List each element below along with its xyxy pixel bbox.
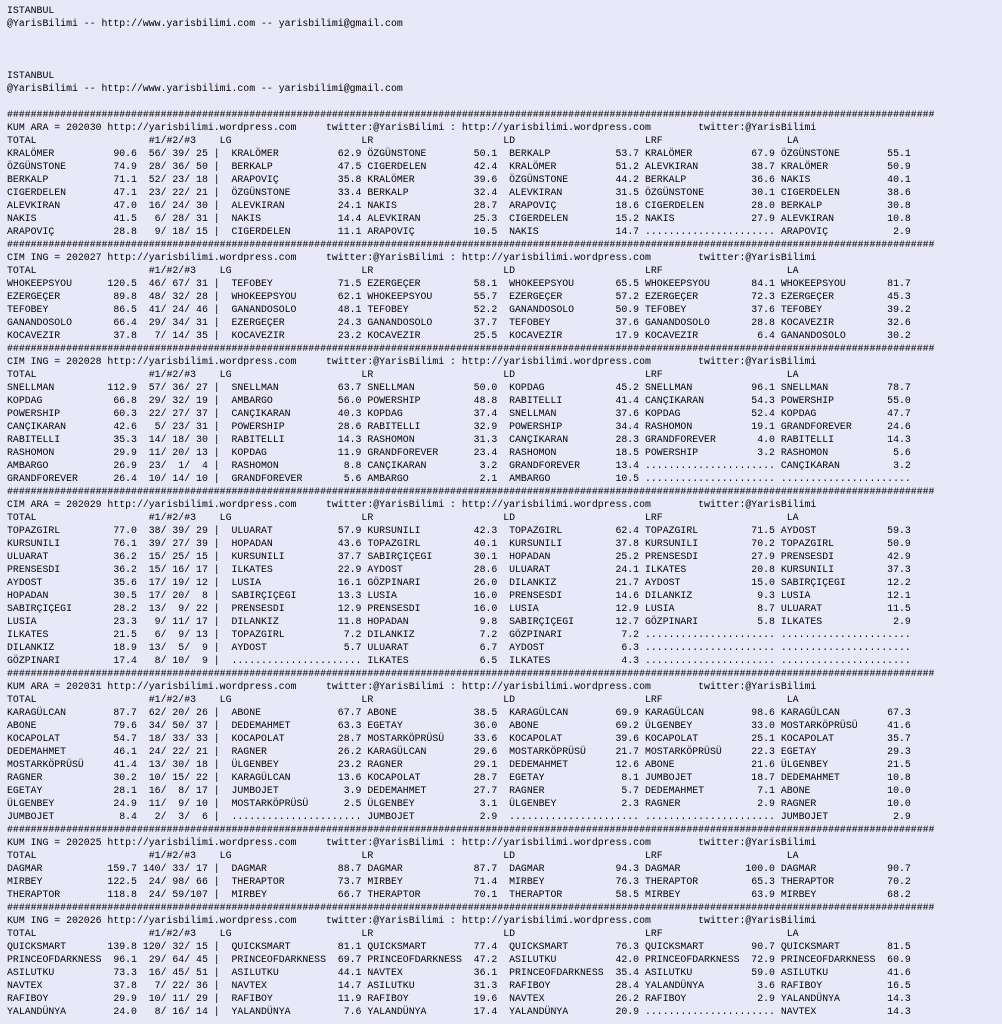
- race-header: KUM ING = 202025 http://yarisbilimi.wordpress.com twitter:@YarisBilimi : http://yarisbilimi.wordpress.com twitter:@YarisBilimi: [7, 837, 817, 848]
- horse-row: PRINCEOFDARKNESS 96.1 29/ 64/ 45 | PRINCEOFDARKNESS 69.7 PRINCEOFDARKNESS 47.2 ASILUTKU 42.0 PRINCEOFDARKNESS 72.9 PRINCEOFDARKNESS 60.9: [7, 954, 911, 965]
- horse-row: GÖZPINARI 17.4 8/ 10/ 9 | ...................... ILKATES 6.5 ILKATES 4.3 ...................... ......................: [7, 655, 911, 666]
- horse-row: QUICKSMART 139.8 120/ 32/ 15 | QUICKSMART 81.1 QUICKSMART 77.4 QUICKSMART 76.3 QUICKSMART 90.7 QUICKSMART 81.5: [7, 941, 911, 952]
- horse-row: NAKIS 41.5 6/ 28/ 31 | NAKIS 14.4 ALEVKIRAN 25.3 CIGERDELEN 15.2 NAKIS 27.9 ALEVKIRAN 10.8: [7, 213, 911, 224]
- horse-row: TOPAZGIRL 77.0 38/ 39/ 29 | ULUARAT 57.9 KURSUNILI 42.3 TOPAZGIRL 62.4 TOPAZGIRL 71.5 AYDOST 59.3: [7, 525, 911, 536]
- race-header: KUM ARA = 202030 http://yarisbilimi.wordpress.com twitter:@YarisBilimi : http://yarisbilimi.wordpress.com twitter:@YarisBilimi: [7, 122, 817, 133]
- horse-row: KRALÖMER 90.6 56/ 39/ 25 | KRALÖMER 62.9 ÖZGÜNSTONE 50.1 BERKALP 53.7 KRALÖMER 67.9 ÖZGÜNSTONE 55.1: [7, 148, 911, 159]
- blank-line: [7, 30, 934, 43]
- blank-line: [7, 95, 934, 108]
- horse-row: KURSUNILI 76.1 39/ 27/ 39 | HOPADAN 43.6 TOPAZGIRL 40.1 KURSUNILI 37.8 KURSUNILI 70.2 TOPAZGIRL 50.9: [7, 538, 911, 549]
- horse-row: DAGMAR 159.7 140/ 33/ 17 | DAGMAR 88.7 DAGMAR 87.7 DAGMAR 94.3 DAGMAR 100.0 DAGMAR 90.7: [7, 863, 911, 874]
- horse-row: PRENSESDI 36.2 15/ 16/ 17 | ILKATES 22.9 AYDOST 28.6 ULUARAT 24.1 ILKATES 20.8 KURSUNILI 37.3: [7, 564, 911, 575]
- column-header-row: TOTAL #1/#2/#3 LG LR LD LRF LA: [7, 369, 799, 380]
- blank-line: [7, 43, 934, 56]
- horse-row: AMBARGO 26.9 23/ 1/ 4 | RASHOMON 8.8 CANÇIKARAN 3.2 GRANDFOREVER 13.4 ...................... CANÇIKARAN 3.2: [7, 460, 911, 471]
- section-divider: #############################################################################################################################################################: [7, 902, 935, 913]
- race-ratings-document: [7, 4, 934, 1018]
- horse-row: WHOKEEPSYOU 120.5 46/ 67/ 31 | TEFOBEY 71.5 EZERGEÇER 58.1 WHOKEEPSYOU 65.5 WHOKEEPSYOU 84.1 WHOKEEPSYOU 81.7: [7, 278, 911, 289]
- column-header-row: TOTAL #1/#2/#3 LG LR LD LRF LA: [7, 512, 799, 523]
- horse-row: ULUARAT 36.2 15/ 25/ 15 | KURSUNILI 37.7 SABIRÇIÇEGI 30.1 HOPADAN 25.2 PRENSESDI 27.9 PRENSESDI 42.9: [7, 551, 911, 562]
- column-header-row: TOTAL #1/#2/#3 LG LR LD LRF LA: [7, 135, 799, 146]
- horse-row: ÖZGÜNSTONE 74.9 28/ 36/ 50 | BERKALP 47.5 CIGERDELEN 42.4 KRALÖMER 51.2 ALEVKIRAN 38.7 KRALÖMER 50.9: [7, 161, 911, 172]
- race-header: CIM ARA = 202029 http://yarisbilimi.wordpress.com twitter:@YarisBilimi : http://yarisbilimi.wordpress.com twitter:@YarisBilimi: [7, 499, 817, 510]
- horse-row: KARAGÜLCAN 87.7 62/ 20/ 26 | ABONE 67.7 ABONE 38.5 KARAGÜLCAN 69.9 KARAGÜLCAN 98.6 KARAGÜLCAN 67.3: [7, 707, 911, 718]
- section-divider: #############################################################################################################################################################: [7, 486, 935, 497]
- horse-row: BERKALP 71.1 52/ 23/ 18 | ARAPOVIÇ 35.8 KRALÖMER 39.6 ÖZGÜNSTONE 44.2 BERKALP 36.6 NAKIS 40.1: [7, 174, 911, 185]
- horse-row: AYDOST 35.6 17/ 19/ 12 | LUSIA 16.1 GÖZPINARI 26.0 DILANKIZ 21.7 AYDOST 15.0 SABIRÇIÇEGI 12.2: [7, 577, 911, 588]
- column-header-row: TOTAL #1/#2/#3 LG LR LD LRF LA: [7, 928, 799, 939]
- horse-row: KOPDAG 66.8 29/ 32/ 19 | AMBARGO 56.0 POWERSHIP 48.8 RABITELLI 41.4 CANÇIKARAN 54.3 POWERSHIP 55.0: [7, 395, 911, 406]
- horse-row: ASILUTKU 73.3 16/ 45/ 51 | ASILUTKU 44.1 NAVTEX 36.1 PRINCEOFDARKNESS 35.4 ASILUTKU 59.0 ASILUTKU 41.6: [7, 967, 911, 978]
- document-heading: @YarisBilimi -- http://www.yarisbilimi.com -- yarisbilimi@gmail.com: [7, 83, 403, 94]
- document-heading: ISTANBUL: [7, 70, 55, 81]
- horse-row: RAGNER 30.2 10/ 15/ 22 | KARAGÜLCAN 13.6 KOCAPOLAT 28.7 EGETAY 8.1 JUMBOJET 18.7 DEDEMAHMET 10.8: [7, 772, 911, 783]
- horse-row: ALEVKIRAN 47.0 16/ 24/ 30 | ALEVKIRAN 24.1 NAKIS 28.7 ARAPOVIÇ 18.6 CIGERDELEN 28.0 BERKALP 30.8: [7, 200, 911, 211]
- horse-row: SABIRÇIÇEGI 28.2 13/ 9/ 22 | PRENSESDI 12.9 PRENSESDI 16.0 LUSIA 12.9 LUSIA 8.7 ULUARAT 11.5: [7, 603, 911, 614]
- horse-row: GANANDOSOLO 66.4 29/ 34/ 31 | EZERGEÇER 24.3 GANANDOSOLO 37.7 TEFOBEY 37.6 GANANDOSOLO 28.8 KOCAVEZIR 32.6: [7, 317, 911, 328]
- column-header-row: TOTAL #1/#2/#3 LG LR LD LRF LA: [7, 694, 799, 705]
- blank-line: [7, 56, 934, 69]
- horse-row: KOCAPOLAT 54.7 18/ 33/ 33 | KOCAPOLAT 28.7 MOSTARKÖPRÜSÜ 33.6 KOCAPOLAT 39.6 KOCAPOLAT 25.1 KOCAPOLAT 35.7: [7, 733, 911, 744]
- horse-row: MIRBEY 122.5 24/ 98/ 66 | THERAPTOR 73.7 MIRBEY 71.4 MIRBEY 76.3 THERAPTOR 65.3 THERAPTOR 70.2: [7, 876, 911, 887]
- race-header: CIM ING = 202028 http://yarisbilimi.wordpress.com twitter:@YarisBilimi : http://yarisbilimi.wordpress.com twitter:@YarisBilimi: [7, 356, 817, 367]
- section-divider: #############################################################################################################################################################: [7, 343, 935, 354]
- horse-row: YALANDÜNYA 24.0 8/ 16/ 14 | YALANDÜNYA 7.6 YALANDÜNYA 17.4 YALANDÜNYA 20.9 ...................... NAVTEX 14.3: [7, 1006, 911, 1017]
- horse-row: GRANDFOREVER 26.4 10/ 14/ 10 | GRANDFOREVER 5.6 AMBARGO 2.1 AMBARGO 10.5 ...................... ......................: [7, 473, 911, 484]
- horse-row: TEFOBEY 86.5 41/ 24/ 46 | GANANDOSOLO 48.1 TEFOBEY 52.2 GANANDOSOLO 50.9 TEFOBEY 37.6 TEFOBEY 39.2: [7, 304, 911, 315]
- horse-row: DILANKIZ 18.9 13/ 5/ 9 | AYDOST 5.7 ULUARAT 6.7 AYDOST 6.3 ...................... ......................: [7, 642, 911, 653]
- horse-row: MOSTARKÖPRÜSÜ 41.4 13/ 30/ 18 | ÜLGENBEY 23.2 RAGNER 29.1 DEDEMAHMET 12.6 ABONE 21.6 ÜLGENBEY 21.5: [7, 759, 911, 770]
- horse-row: THERAPTOR 118.8 24/ 59/107 | MIRBEY 66.7 THERAPTOR 70.1 THERAPTOR 58.5 MIRBEY 63.9 MIRBEY 68.2: [7, 889, 911, 900]
- section-divider: #############################################################################################################################################################: [7, 239, 935, 250]
- race-header: KUM ARA = 202031 http://yarisbilimi.wordpress.com twitter:@YarisBilimi : http://yarisbilimi.wordpress.com twitter:@YarisBilimi: [7, 681, 817, 692]
- column-header-row: TOTAL #1/#2/#3 LG LR LD LRF LA: [7, 850, 799, 861]
- race-header: KUM ING = 202026 http://yarisbilimi.wordpress.com twitter:@YarisBilimi : http://yarisbilimi.wordpress.com twitter:@YarisBilimi: [7, 915, 817, 926]
- horse-row: RABITELLI 35.3 14/ 18/ 30 | RABITELLI 14.3 RASHOMON 31.3 CANÇIKARAN 28.3 GRANDFOREVER 4.0 RABITELLI 14.3: [7, 434, 911, 445]
- horse-row: ARAPOVIÇ 28.8 9/ 18/ 15 | CIGERDELEN 11.1 ARAPOVIÇ 10.5 NAKIS 14.7 ...................... ARAPOVIÇ 2.9: [7, 226, 911, 237]
- horse-row: DEDEMAHMET 46.1 24/ 22/ 21 | RAGNER 26.2 KARAGÜLCAN 29.6 MOSTARKÖPRÜSÜ 21.7 MOSTARKÖPRÜSÜ 22.3 EGETAY 29.3: [7, 746, 911, 757]
- column-header-row: TOTAL #1/#2/#3 LG LR LD LRF LA: [7, 265, 799, 276]
- section-divider: #############################################################################################################################################################: [7, 109, 935, 120]
- horse-row: EZERGEÇER 89.8 48/ 32/ 28 | WHOKEEPSYOU 62.1 WHOKEEPSYOU 55.7 EZERGEÇER 57.2 EZERGEÇER 72.3 EZERGEÇER 45.3: [7, 291, 911, 302]
- horse-row: HOPADAN 30.5 17/ 20/ 8 | SABIRÇIÇEGI 13.3 LUSIA 16.0 PRENSESDI 14.6 DILANKIZ 9.3 LUSIA 12.1: [7, 590, 911, 601]
- horse-row: RASHOMON 29.9 11/ 20/ 13 | KOPDAG 11.9 GRANDFOREVER 23.4 RASHOMON 18.5 POWERSHIP 3.2 RASHOMON 5.6: [7, 447, 911, 458]
- horse-row: ILKATES 21.5 6/ 9/ 13 | TOPAZGIRL 7.2 DILANKIZ 7.2 GÖZPINARI 7.2 ...................... ......................: [7, 629, 911, 640]
- horse-row: CIGERDELEN 47.1 23/ 22/ 21 | ÖZGÜNSTONE 33.4 BERKALP 32.4 ALEVKIRAN 31.5 ÖZGÜNSTONE 30.1 CIGERDELEN 38.6: [7, 187, 911, 198]
- horse-row: JUMBOJET 8.4 2/ 3/ 6 | ...................... JUMBOJET 2.9 ...................... ...................... JUMBOJET 2.9: [7, 811, 911, 822]
- document-heading: @YarisBilimi -- http://www.yarisbilimi.com -- yarisbilimi@gmail.com: [7, 18, 403, 29]
- section-divider: #############################################################################################################################################################: [7, 668, 935, 679]
- horse-row: SNELLMAN 112.9 57/ 36/ 27 | SNELLMAN 63.7 SNELLMAN 50.0 KOPDAG 45.2 SNELLMAN 96.1 SNELLMAN 78.7: [7, 382, 911, 393]
- horse-row: RAFIBOY 29.9 10/ 11/ 29 | RAFIBOY 11.9 RAFIBOY 19.6 NAVTEX 26.2 RAFIBOY 2.9 YALANDÜNYA 14.3: [7, 993, 911, 1004]
- document-heading: ISTANBUL: [7, 5, 55, 16]
- horse-row: NAVTEX 37.8 7/ 22/ 36 | NAVTEX 14.7 ASILUTKU 31.3 RAFIBOY 28.4 YALANDÜNYA 3.6 RAFIBOY 16.5: [7, 980, 911, 991]
- horse-row: ABONE 79.6 34/ 50/ 37 | DEDEMAHMET 63.3 EGETAY 36.0 ABONE 69.2 ÜLGENBEY 33.0 MOSTARKÖPRÜSÜ 41.6: [7, 720, 911, 731]
- section-divider: #############################################################################################################################################################: [7, 824, 935, 835]
- race-header: CIM ING = 202027 http://yarisbilimi.wordpress.com twitter:@YarisBilimi : http://yarisbilimi.wordpress.com twitter:@YarisBilimi: [7, 252, 817, 263]
- horse-row: ÜLGENBEY 24.9 11/ 9/ 10 | MOSTARKÖPRÜSÜ 2.5 ÜLGENBEY 3.1 ÜLGENBEY 2.3 RAGNER 2.9 RAGNER 10.0: [7, 798, 911, 809]
- horse-row: LUSIA 23.3 9/ 11/ 17 | DILANKIZ 11.8 HOPADAN 9.8 SABIRÇIÇEGI 12.7 GÖZPINARI 5.8 ILKATES 2.9: [7, 616, 911, 627]
- horse-row: CANÇIKARAN 42.6 5/ 23/ 31 | POWERSHIP 28.6 RABITELLI 32.9 POWERSHIP 34.4 RASHOMON 19.1 GRANDFOREVER 24.6: [7, 421, 911, 432]
- horse-row: KOCAVEZIR 37.8 7/ 14/ 35 | KOCAVEZIR 23.2 KOCAVEZIR 25.5 KOCAVEZIR 17.9 KOCAVEZIR 6.4 GANANDOSOLO 30.2: [7, 330, 911, 341]
- horse-row: EGETAY 28.1 16/ 8/ 17 | JUMBOJET 3.9 DEDEMAHMET 27.7 RAGNER 5.7 DEDEMAHMET 7.1 ABONE 10.0: [7, 785, 911, 796]
- horse-row: POWERSHIP 60.3 22/ 27/ 37 | CANÇIKARAN 40.3 KOPDAG 37.4 SNELLMAN 37.6 KOPDAG 52.4 KOPDAG 47.7: [7, 408, 911, 419]
